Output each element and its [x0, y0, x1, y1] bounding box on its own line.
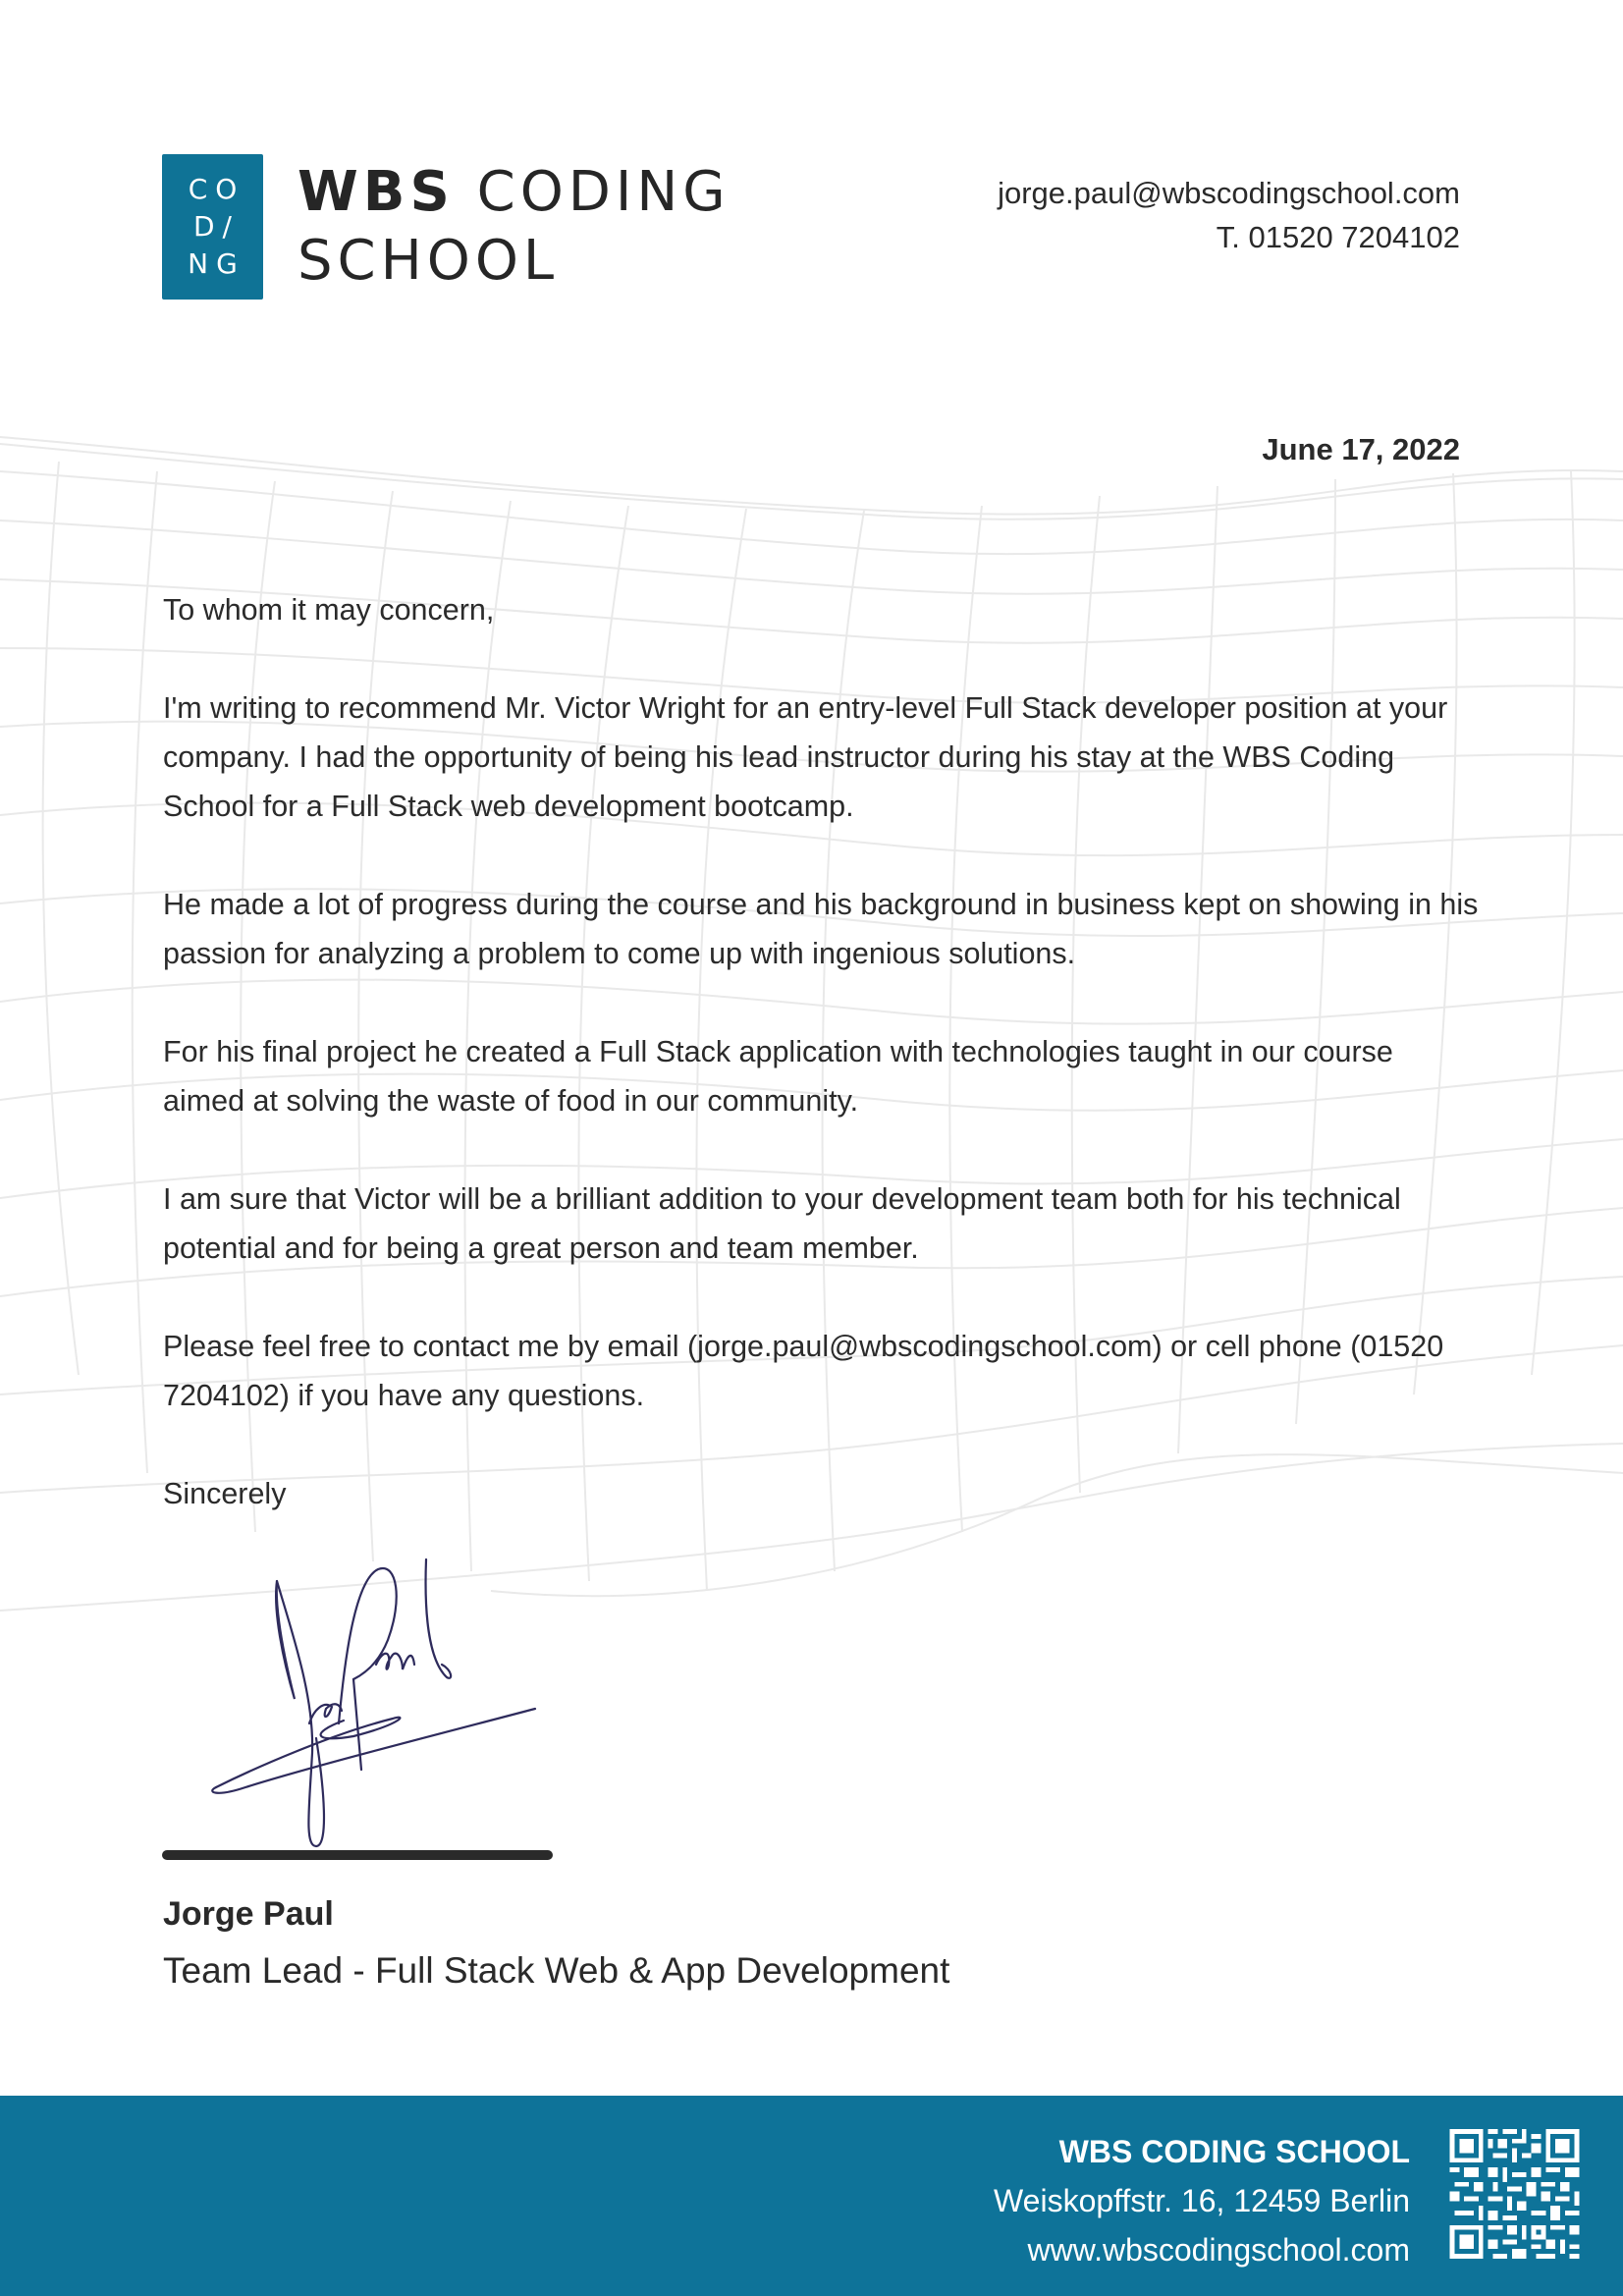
paragraph: He made a lot of progress during the course and his background in business kept on showing in his passion for analyzing a problem to come up with ingenious solutions. [163, 888, 1479, 970]
qr-code-icon [1448, 2129, 1581, 2259]
salutation: To whom it may concern, [163, 593, 495, 627]
footer [0, 2096, 1623, 2296]
signer-title: Team Lead - Full Stack Web & App Development [163, 1950, 950, 1991]
signer-name: Jorge Paul [163, 1895, 334, 1933]
closing: Sincerely [163, 1477, 287, 1510]
signature-line [162, 1850, 553, 1860]
paragraph: Please feel free to contact me by email (jorge.paul@wbscodingschool.com) or cell phone (01520 7204102) if you have any questions. [163, 1330, 1444, 1412]
paragraph: I am sure that Victor will be a brilliant addition to your development team both for his technical potential and for being a great person and team member. [163, 1182, 1401, 1265]
logo-wordmark-line2: SCHOOL [298, 229, 560, 293]
logo-mark-line: D/ [193, 210, 240, 243]
header-contact [998, 171, 1460, 259]
footer-address: Weiskopffstr. 16, 12459 Berlin [994, 2183, 1410, 2218]
signature-image [196, 1552, 550, 1851]
paragraph: I'm writing to recommend Mr. Victor Wright for an entry-level Full Stack developer position at your company. I had the opportunity of being his lead instructor during his stay at the WBS Coding School for a Full Stack web development bootcamp. [163, 691, 1448, 823]
logo-mark-line: NG [188, 247, 245, 280]
logo-mark [162, 154, 263, 300]
logo-wordmark-line1 [298, 160, 730, 224]
logo-wbs: WBS [298, 160, 455, 224]
letter-body [163, 585, 1479, 1567]
letter-date: June 17, 2022 [1262, 432, 1460, 466]
logo-coding: CODING [454, 160, 730, 224]
paragraph: For his final project he created a Full Stack application with technologies taught in our course aimed at solving the waste of food in our community. [163, 1035, 1393, 1118]
contact-email[interactable]: jorge.paul@wbscodingschool.com [998, 176, 1460, 210]
footer-organization: WBS CODING SCHOOL [1058, 2134, 1410, 2169]
logo-mark-line: CO [188, 173, 245, 205]
contact-phone: T. 01520 7204102 [1216, 220, 1460, 254]
footer-address-block [994, 2127, 1410, 2274]
footer-website[interactable]: www.wbscodingschool.com [1027, 2232, 1410, 2268]
